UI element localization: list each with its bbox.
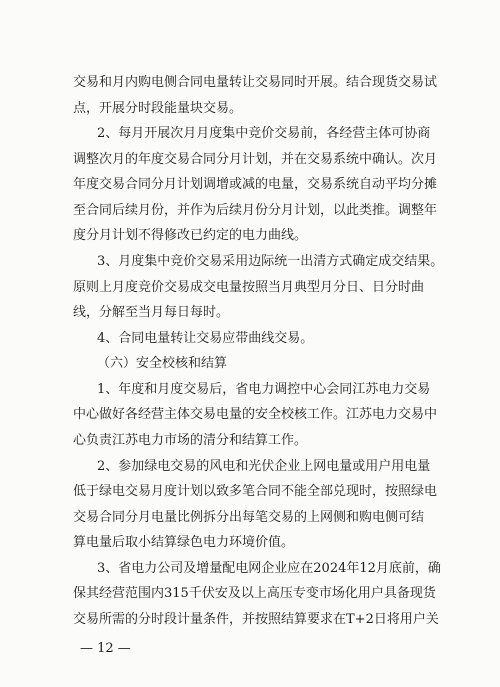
text-line: 调整次月的年度交易合同分月计划，并在交易系统中确认。次月 [73, 152, 438, 167]
section-heading: （六）安全校核和结算 [97, 356, 228, 371]
text-line: 3、省电力公司及增量配电网企业应在2024年12月底前，确 [97, 561, 441, 576]
text-line: 1、年度和月度交易后，省电力调控中心会同江苏电力交易 [97, 382, 431, 397]
text-line: 心负责江苏电力市场的清分和结算工作。 [73, 433, 308, 448]
text-line: 原则上月度竞价交易成交电量按照当月典型月分日、日分时曲 [73, 280, 425, 295]
text-line: 交易和月内购电侧合同电量转让交易同时开展。结合现货交易试 [73, 75, 438, 90]
text-line: 至合同后续月份，并作为后续月份分月计划，以此类推。调整年 [73, 203, 438, 218]
text-line: 2、参加绿电交易的风电和光伏企业上网电量或用户用电量 [97, 459, 431, 474]
text-line: 低于绿电交易月度计划以致多笔合同不能全部兑现时，按照绿电 [73, 484, 438, 499]
text-line: 交易所需的分时段计量条件，并按照结算要求在T+2日将用户关 [73, 612, 439, 627]
text-line: 中心做好各经营主体交易电量的安全校核工作。江苏电力交易中 [73, 407, 438, 422]
text-line: 2、每月开展次月月度集中竞价交易前，各经营主体可协商 [97, 126, 431, 141]
page-number: — 12 — [80, 641, 131, 656]
text-line: 保其经营范围内315千伏安及以上高压专变市场化用户具备现货 [73, 586, 436, 601]
text-line: 算电量后取小结算绿色电力环境价值。 [73, 535, 295, 550]
text-line: 线，分解至当月每日每时。 [73, 305, 230, 320]
text-line: 交易合同分月电量比例拆分出每笔交易的上网侧和购电侧可结 [73, 510, 425, 525]
text-line: 点，开展分时段能量块交易。 [73, 101, 243, 116]
text-line: 4、合同电量转让交易应带曲线交易。 [97, 331, 314, 346]
text-line: 年度交易合同分月计划调增或减的电量，交易系统自动平均分摊 [73, 177, 438, 192]
text-line: 3、月度集中竞价交易采用边际统一出清方式确定成交结果。 [97, 254, 444, 269]
text-line: 度分月计划不得修改已约定的电力曲线。 [73, 228, 308, 243]
